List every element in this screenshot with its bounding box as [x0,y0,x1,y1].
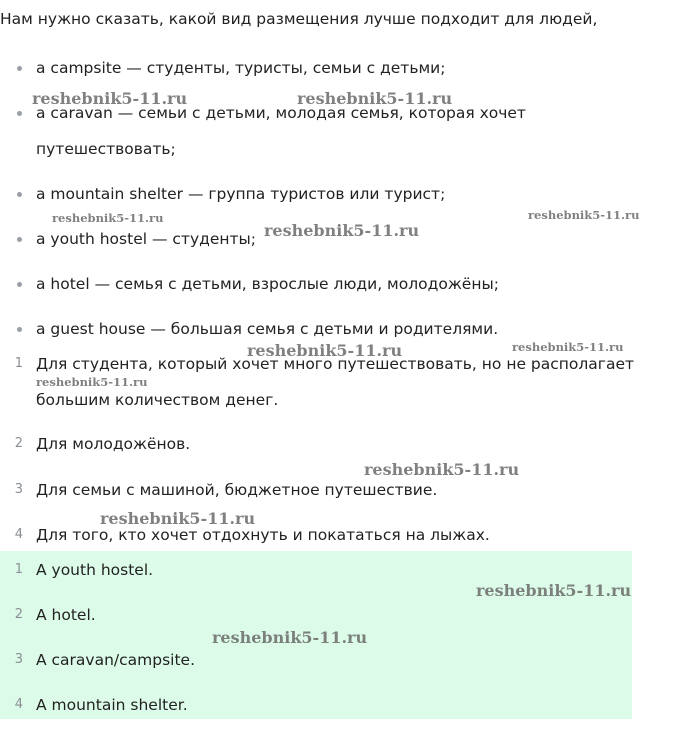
bullet-dot [17,66,22,71]
answer-number: 2 [14,607,23,622]
watermark: reshebnik5-11.ru [52,211,164,225]
watermark: reshebnik5-11.ru [297,89,453,108]
answer-text: A mountain shelter. [36,696,188,714]
bullet-text: a guest house — большая семья с детьми и родителями. [36,320,499,338]
bullet-text: a youth hostel — студенты; [36,230,256,248]
bullet-dot [17,237,22,242]
bullet-dot [17,282,22,287]
watermark: reshebnik5-11.ru [32,89,188,108]
answer-text: A youth hostel. [36,561,154,579]
watermark: reshebnik5-11.ru [264,221,420,240]
question-number: 3 [14,482,23,497]
watermark: reshebnik5-11.ru [512,340,624,354]
watermark: reshebnik5-11.ru [364,460,520,479]
answer-number: 3 [14,652,23,667]
question-text: Для семьи с машиной, бюджетное путешествие. [36,481,438,499]
bullet-dot [17,327,22,332]
answer-number: 4 [14,697,23,712]
bullet-text: a caravan — семьи с детьми, молодая семья, которая хочет [36,104,526,122]
watermark: reshebnik5-11.ru [528,208,640,222]
question-number: 1 [14,356,23,371]
question-number: 4 [14,527,23,542]
question-number: 2 [14,436,23,451]
watermark: reshebnik5-11.ru [476,581,632,600]
watermark: reshebnik5-11.ru [36,375,148,389]
bullet-text: a mountain shelter — группа туристов или турист; [36,185,446,203]
question-text: Для студента, который хочет много путешествовать, но не располагает [36,355,635,373]
watermark: reshebnik5-11.ru [212,628,368,647]
intro-text: Нам нужно сказать, какой вид размещения лучше подходит для людей, [0,10,598,28]
bullet-text: a hotel — семья с детьми, взрослые люди, молодожёны; [36,275,499,293]
bullet-dot [17,111,22,116]
watermark: reshebnik5-11.ru [247,341,403,360]
answer-number: 1 [14,562,23,577]
bullet-text: a campsite — студенты, туристы, семьи с детьми; [36,59,446,77]
question-text: Для молодожёнов. [36,435,191,453]
question-text: большим количеством денег. [36,391,279,409]
answer-text: A caravan/campsite. [36,651,196,669]
watermark: reshebnik5-11.ru [100,509,256,528]
question-text: Для того, кто хочет отдохнуть и покататься на лыжах. [36,526,490,544]
answer-text: A hotel. [36,606,96,624]
bullet-dot [17,192,22,197]
bullet-text: путешествовать; [36,140,176,158]
